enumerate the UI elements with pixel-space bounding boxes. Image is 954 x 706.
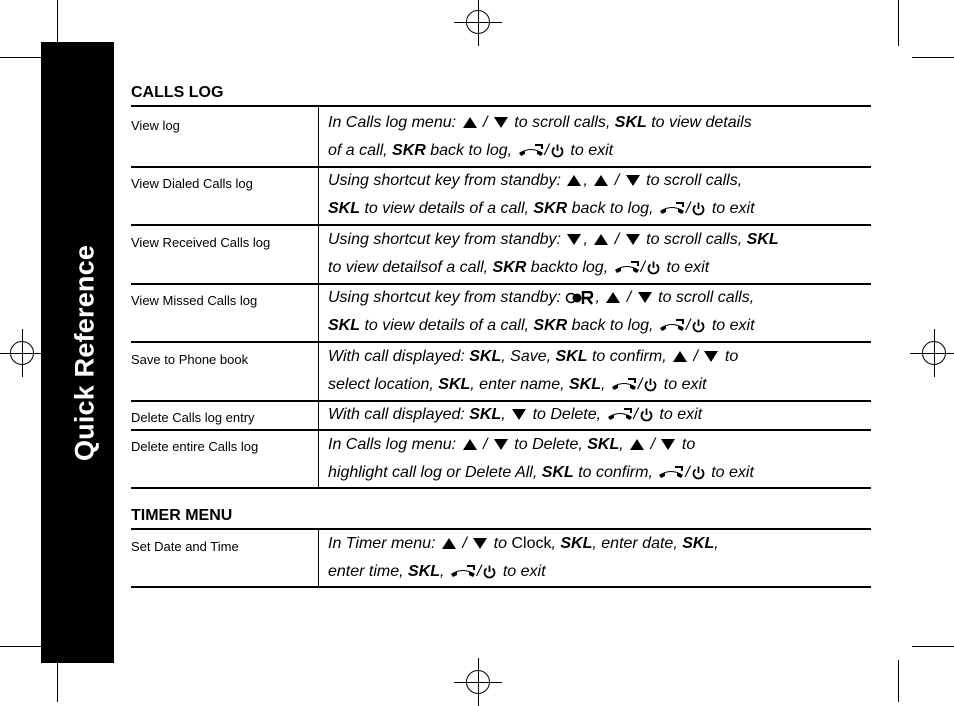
row-label: Delete Calls log entry bbox=[131, 410, 255, 425]
power-icon bbox=[692, 319, 705, 333]
down-arrow-icon bbox=[638, 292, 652, 303]
instruction-line: to view detailsof a call, SKR backto log, / to exit bbox=[328, 259, 710, 276]
registration-mark-bottom bbox=[466, 670, 490, 694]
instruction-line: Using shortcut key from standby: , / to scroll calls, bbox=[328, 172, 743, 189]
row-label: Save to Phone book bbox=[131, 352, 249, 367]
softkey-label: SKL bbox=[469, 406, 502, 423]
instruction-line: highlight call log or Delete All, SKL to confirm, / to exit bbox=[328, 464, 754, 481]
softkey-label: SKL bbox=[587, 436, 620, 453]
section-heading-calls-log: CALLS LOG bbox=[131, 84, 224, 101]
crop-mark bbox=[912, 57, 954, 58]
row-instructions bbox=[328, 343, 738, 399]
power-icon bbox=[647, 261, 660, 275]
instruction-line: SKL to view details of a call, SKR back to log, / to exit bbox=[328, 200, 755, 217]
power-icon bbox=[640, 408, 653, 422]
row-label: View Dialed Calls log bbox=[131, 176, 253, 191]
registration-mark-right bbox=[922, 341, 946, 365]
table-top-rule bbox=[131, 105, 871, 107]
down-arrow-icon bbox=[494, 117, 508, 128]
table-bottom-rule bbox=[131, 487, 871, 489]
row-label: Set Date and Time bbox=[131, 539, 239, 554]
end-call-icon bbox=[659, 202, 685, 216]
section-heading-timer-menu: TIMER MENU bbox=[131, 507, 233, 524]
row-label: Delete entire Calls log bbox=[131, 439, 259, 454]
softkey-label: SKL bbox=[555, 348, 588, 365]
softkey-label: SKL bbox=[569, 376, 601, 393]
crop-mark bbox=[57, 660, 58, 702]
row-label: View Received Calls log bbox=[131, 235, 271, 250]
instruction-line: of a call, SKR back to log, / to exit bbox=[328, 142, 614, 159]
softkey-label: SKL bbox=[682, 535, 715, 552]
column-divider bbox=[318, 529, 319, 587]
power-icon bbox=[483, 565, 496, 579]
crop-mark bbox=[898, 0, 899, 46]
softkey-label: SKR bbox=[533, 200, 568, 217]
power-icon bbox=[644, 378, 657, 392]
power-icon bbox=[551, 144, 564, 158]
row-instructions bbox=[328, 284, 755, 340]
end-call-icon bbox=[611, 378, 637, 392]
down-arrow-icon bbox=[626, 175, 640, 186]
down-arrow-icon bbox=[661, 439, 675, 450]
row-instructions bbox=[328, 401, 702, 429]
down-arrow-icon bbox=[494, 439, 508, 450]
softkey-label: SKR bbox=[392, 142, 426, 159]
end-call-icon bbox=[518, 144, 544, 158]
registration-mark-left bbox=[10, 341, 34, 365]
sidebar-title: Quick Reference bbox=[69, 244, 100, 462]
registration-mark-top bbox=[466, 10, 490, 34]
instruction-line: select location, SKL, enter name, SKL, / to exit bbox=[328, 376, 707, 393]
crop-mark bbox=[912, 646, 954, 647]
down-arrow-icon bbox=[626, 234, 640, 245]
softkey-label: SKL bbox=[746, 231, 779, 248]
softkey-label: SKL bbox=[328, 200, 360, 217]
instruction-line: In Calls log menu: / to Delete, SKL, / to bbox=[328, 436, 696, 453]
row-instructions bbox=[328, 226, 779, 282]
softkey-label: SKR bbox=[492, 259, 527, 276]
up-arrow-icon bbox=[630, 439, 644, 450]
up-arrow-icon bbox=[442, 538, 456, 549]
up-arrow-icon bbox=[463, 439, 477, 450]
down-arrow-icon bbox=[473, 538, 487, 549]
end-call-icon bbox=[659, 319, 685, 333]
end-call-icon bbox=[658, 466, 684, 480]
softkey-label: SKL bbox=[541, 464, 574, 481]
row-label: View Missed Calls log bbox=[131, 293, 258, 308]
instruction-line: With call displayed: SKL, to Delete, / to exit bbox=[328, 406, 703, 423]
row-label: View log bbox=[131, 118, 180, 133]
instruction-line: In Calls log menu: / to scroll calls, SKL to view details bbox=[328, 114, 752, 131]
missed-calls-key-icon bbox=[565, 291, 595, 305]
crop-mark bbox=[0, 57, 46, 58]
up-arrow-icon bbox=[673, 351, 687, 362]
end-call-icon bbox=[450, 565, 476, 579]
end-call-icon bbox=[614, 261, 640, 275]
table-bottom-rule bbox=[131, 586, 871, 588]
instruction-line: In Timer menu: / to Clock, SKL, enter date, SKL, bbox=[328, 535, 719, 552]
softkey-label: SKL bbox=[614, 114, 647, 131]
down-arrow-icon bbox=[567, 234, 581, 245]
up-arrow-icon bbox=[594, 175, 608, 186]
menu-item-name: Clock bbox=[511, 535, 552, 552]
row-instructions bbox=[328, 167, 755, 223]
crop-mark bbox=[898, 660, 899, 702]
crop-mark bbox=[57, 0, 58, 46]
softkey-label: SKL bbox=[560, 535, 593, 552]
softkey-label: SKL bbox=[408, 563, 441, 580]
row-instructions bbox=[328, 109, 752, 165]
end-call-icon bbox=[607, 408, 633, 422]
row-instructions bbox=[328, 431, 754, 487]
power-icon bbox=[692, 202, 705, 216]
crop-mark bbox=[0, 646, 46, 647]
up-arrow-icon bbox=[594, 234, 608, 245]
down-arrow-icon bbox=[512, 409, 526, 420]
instruction-line: SKL to view details of a call, SKR back to log, / to exit bbox=[328, 317, 755, 334]
softkey-label: SKL bbox=[328, 317, 360, 334]
down-arrow-icon bbox=[704, 351, 718, 362]
up-arrow-icon bbox=[606, 292, 620, 303]
power-icon bbox=[692, 466, 705, 480]
instruction-line: Using shortcut key from standby: , / to scroll calls, bbox=[328, 289, 755, 306]
up-arrow-icon bbox=[463, 117, 477, 128]
up-arrow-icon bbox=[567, 175, 581, 186]
softkey-label: SKL bbox=[438, 376, 471, 393]
instruction-line: With call displayed: SKL, Save, SKL to confirm, / to bbox=[328, 348, 739, 365]
softkey-label: SKR bbox=[533, 317, 568, 334]
instruction-line: enter time, SKL, / to exit bbox=[328, 563, 546, 580]
softkey-label: SKL bbox=[469, 348, 502, 365]
row-instructions bbox=[328, 530, 719, 586]
instruction-line: Using shortcut key from standby: , / to scroll calls, SKL bbox=[328, 231, 779, 248]
